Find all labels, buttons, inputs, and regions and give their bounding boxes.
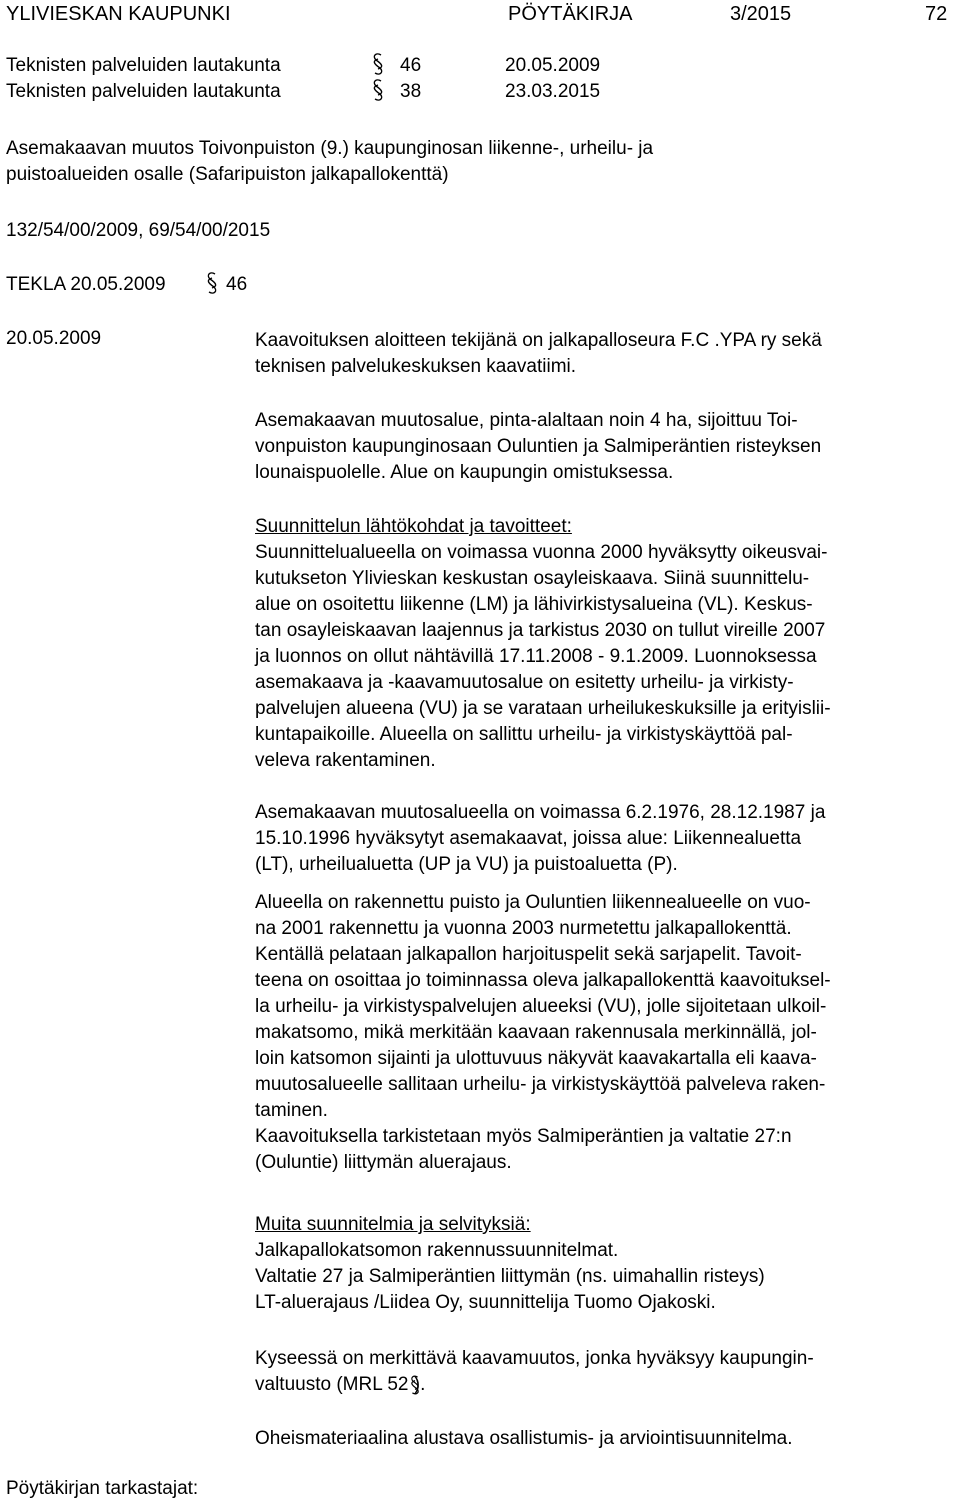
built-line: taminen. [255,1100,328,1121]
reference-date-2: 23.03.2015 [505,81,601,102]
built-line: na 2001 rakennettu ja vuonna 2003 nurmetettu jalkapallokenttä. [255,918,792,939]
planning-line: asemakaava ja -kaavamuutosalue on esitetty urheilu- ja virkisty- [255,672,794,693]
planning-line: ja luonnos on ollut nähtävillä 17.11.2008 - 9.1.2009. Luonnoksessa [255,646,817,667]
planning-line: kuntapaikoille. Alueella on sallittu urheilu- ja virkistyskäyttöä pal- [255,724,793,745]
footer-inspectors-label: Pöytäkirjan tarkastajat: [6,1478,199,1499]
reference-section-1: 46 [400,55,422,76]
area-line: lounaispuolelle. Alue on kaupungin omistuksessa. [255,462,674,483]
existing-line: (LT), urheilualuetta (UP ja VU) ja puistoaluetta (P). [255,854,678,875]
intro-line: teknisen palvelukeskuksen kaavatiimi. [255,356,577,377]
significance-line [255,1372,955,1398]
existing-line: 15.10.1996 hyväksytyt asemakaavat, joissa alue: Liikennealuetta [255,828,802,849]
planning-line: Suunnittelualueella on voimassa vuonna 2000 hyväksytty oikeusvai- [255,542,828,563]
significance-line-text: valtuusto (MRL 52 ). [255,1374,426,1395]
intro-paragraph [255,328,955,380]
built-line: la urheilu- ja virkistyspalvelujen alueeksi (VU), jolle sijoitetaan ulkoil- [255,996,827,1017]
reference-body-2: Teknisten palveluiden lautakunta [6,81,281,102]
built-line: (Ouluntie) liittymän aluerajaus. [255,1152,512,1173]
tekla-label: TEKLA 20.05.2009 [6,274,166,295]
other-line: Jalkapallokatsomon rakennussuunnitelmat. [255,1240,619,1261]
significance-line: Kyseessä on merkittävä kaavamuutos, jonka hyväksyy kaupungin- [255,1348,814,1369]
section-sign-icon [408,1374,422,1404]
entry-date: 20.05.2009 [6,328,102,349]
header-doc-number: 3/2015 [730,3,792,25]
area-paragraph [255,408,955,486]
other-line: Valtatie 27 ja Salmiperäntien liittymän (ns. uimahallin risteys) [255,1266,765,1287]
other-plans-heading: Muita suunnitelmia ja selvityksiä: [255,1214,531,1235]
other-line: LT-aluerajaus /Liidea Oy, suunnittelija Tuomo Ojakoski. [255,1292,716,1313]
reference-section-2: 38 [400,81,422,102]
significance-paragraph [255,1346,955,1398]
planning-paragraph [255,514,955,774]
intro-line: Kaavoituksen aloitteen tekijänä on jalkapalloseura F.C .YPA ry sekä [255,330,822,351]
built-line: Kaavoituksella tarkistetaan myös Salmiperäntien ja valtatie 27:n [255,1126,792,1147]
attachment-line: Oheismateriaalina alustava osallistumis- ja arviointisuunnitelma. [255,1428,793,1449]
area-line: vonpuiston kaupunginosaan Ouluntien ja Salmiperäntien risteyksen [255,436,822,457]
area-line: Asemakaavan muutosalue, pinta-alaltaan noin 4 ha, sijoittuu Toi- [255,410,798,431]
planning-line: veleva rakentaminen. [255,750,436,771]
document-title-line-2: puistoalueiden osalle (Safaripuiston jalkapallokenttä) [6,164,449,185]
built-area-paragraph [255,890,955,1176]
built-line: teena on osoittaa jo toiminnassa oleva jalkapallokenttä kaavoituksel- [255,970,831,991]
built-line: loin katsomon sijainti ja ulottuvuus näkyvät kaavakartalla eli kaava- [255,1048,817,1069]
tekla-section: 46 [226,274,248,295]
reference-body-1: Teknisten palveluiden lautakunta [6,55,281,76]
built-line: Kentällä pelataan jalkapallon harjoituspelit sekä sarjapelit. Tavoit- [255,944,802,965]
header-page-number: 72 [925,3,948,25]
built-line: makatsomo, mikä merkitään kaavaan rakennusala merkinnällä, jol- [255,1022,817,1043]
planning-line: tan osayleiskaavan laajennus ja tarkistus 2030 on tullut vireille 2007 [255,620,826,641]
reference-date-1: 20.05.2009 [505,55,601,76]
header-organization: YLIVIESKAN KAUPUNKI [6,3,231,25]
header-doc-type: PÖYTÄKIRJA [508,3,633,25]
planning-heading: Suunnittelun lähtökohdat ja tavoitteet: [255,516,572,537]
built-line: muutosalueelle sallitaan urheilu- ja virkistyskäyttöä palveleva raken- [255,1074,826,1095]
planning-line: kutukseton Ylivieskan keskustan osayleiskaava. Siinä suunnittelu- [255,568,810,589]
built-line: Alueella on rakennettu puisto ja Ouluntien liikennealueelle on vuo- [255,892,811,913]
document-title-line-1: Asemakaavan muutos Toivonpuiston (9.) kaupunginosan liikenne-, urheilu- ja [6,138,654,159]
planning-line: palvelujen alueena (VU) ja se varataan urheilukeskuksille ja erityislii- [255,698,831,719]
other-plans-paragraph [255,1212,955,1316]
existing-line: Asemakaavan muutosalueella on voimassa 6.2.1976, 28.12.1987 ja [255,802,826,823]
existing-plans-paragraph [255,800,955,878]
section-sign-icon [370,78,386,108]
planning-line: alue on osoitettu liikenne (LM) ja lähivirkistysalueina (VL). Keskus- [255,594,813,615]
section-sign-icon [204,271,220,301]
attachment-note [255,1426,955,1452]
file-numbers: 132/54/00/2009, 69/54/00/2015 [6,220,271,241]
